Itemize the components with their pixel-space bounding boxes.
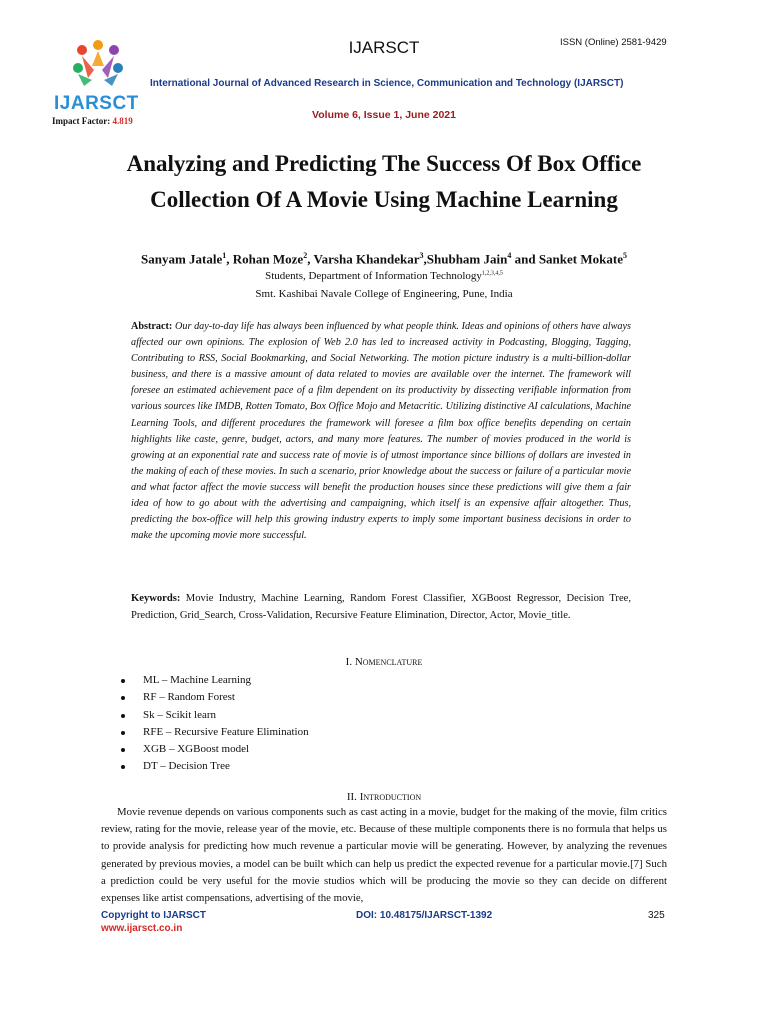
section-heading-nomenclature bbox=[0, 656, 768, 668]
affiliation-department bbox=[0, 270, 768, 282]
abstract bbox=[131, 319, 631, 544]
author-sup: 5 bbox=[622, 251, 627, 260]
abstract-text: Our day-to-day life has always been influenced by what people think. Ideas and opinions of others have always affected our own opinions. The explosion of Web 2.0 has led to increased activity in Podcasting, Blogging, Tagging, Contributing to RSS, Social Bookmarking, and Social Networking. The motion picture industry is a multi-billion-dollar business, and there is a massive amount of data related to movies are available over the internet. The framework will foresee an estimated achievement pace of a film dependent on its productivity by dissecting verifiable information from various sources like IMDB, Rotten Tomato, Box Office Mojo and Metacritic. Utilizing distinctive AI calculations, Machine Learning Tools, and different procedures the framework will foresee a film box office benefits depending on certain highlights like caste, genre, budget, actors, and many more features. The number of movies produced in the world is growing at an exponential rate and success rate of movie is of utmost importance since billions of dollars are invested in the making of each of these movies. In such a scenario, prior knowledge about the success or failure of a particular movie and what factor affect the movie success will benefit the production houses since these predictions will give them a fair idea of how to go about with the advertising and campaigning, which itself is an expensive affair altogether. Thus, predicting the box-office will help this growing industry experts to imply some important business decisions in order to make the upcoming movie more successful. bbox=[131, 321, 632, 542]
logo-text: IJARSCT bbox=[54, 93, 139, 114]
author-list bbox=[0, 251, 768, 267]
section-number: I. bbox=[345, 656, 355, 668]
author-name: Varsha Khandekar bbox=[313, 251, 420, 267]
author-name: Sanyam Jatale bbox=[141, 251, 223, 267]
list-item: Sk – Scikit learn bbox=[118, 707, 309, 724]
list-item: DT – Decision Tree bbox=[118, 758, 309, 775]
author-sup: 4 bbox=[507, 251, 512, 260]
list-item: ML – Machine Learning bbox=[118, 672, 309, 689]
author-name: Rohan Moze bbox=[232, 251, 304, 267]
author-sep: , bbox=[423, 251, 427, 267]
author-name: Sanket Mokate bbox=[538, 251, 623, 267]
author-name: Shubham Jain bbox=[426, 251, 508, 267]
author-sup: 1 bbox=[222, 251, 227, 260]
author-sep: , bbox=[307, 251, 314, 267]
nomenclature-list bbox=[118, 672, 309, 776]
journal-short-name: IJARSCT bbox=[348, 38, 420, 57]
author-sep: and bbox=[511, 251, 539, 267]
author-sup: 2 bbox=[303, 251, 308, 260]
page-number: 325 bbox=[648, 910, 665, 921]
issn: ISSN (Online) 2581-9429 bbox=[560, 37, 667, 48]
footer-website-link[interactable]: www.ijarsct.co.in bbox=[101, 923, 183, 934]
affiliation-college: Smt. Kashibai Navale College of Engineering, Pune, India bbox=[255, 288, 513, 300]
author-sup: 3 bbox=[419, 251, 424, 260]
abstract-label: Abstract: bbox=[131, 321, 173, 332]
affiliation-text: Students, Department of Information Technology bbox=[265, 270, 482, 282]
footer-copyright: Copyright to IJARSCT bbox=[101, 910, 206, 921]
author-sep: , bbox=[226, 251, 233, 267]
footer-doi: DOI: 10.48175/IJARSCT-1392 bbox=[356, 910, 493, 921]
affiliation-sup: 1,2,3,4,5 bbox=[481, 270, 503, 277]
keywords-label: Keywords: bbox=[131, 593, 181, 604]
section-heading-introduction bbox=[0, 791, 768, 803]
keywords bbox=[131, 590, 631, 624]
impact-factor-value: 4.819 bbox=[112, 116, 133, 126]
section-number: II. bbox=[346, 791, 360, 803]
section-title: Introduction bbox=[359, 791, 422, 803]
list-item: RFE – Recursive Feature Elimination bbox=[118, 724, 309, 741]
list-item: XGB – XGBoost model bbox=[118, 741, 309, 758]
journal-full-title: International Journal of Advanced Research in Science, Communication and Technology (IJARSCT) bbox=[150, 78, 624, 89]
section-title: Nomenclature bbox=[354, 656, 423, 668]
volume-issue: Volume 6, Issue 1, June 2021 bbox=[312, 109, 456, 121]
keywords-text: Movie Industry, Machine Learning, Random Forest Classifier, XGBoost Regressor, Decision Tree, Prediction, Grid_Search, Cross-Validation, Recursive Feature Elimination, Director, Actor, Movie_title. bbox=[131, 593, 631, 621]
introduction-text: Movie revenue depends on various components such as cast acting in a movie, budget for the making of the movie, film critics review, rating for the movie, release year of the movie, etc. Because of these multiple components there is no formula that helps us to provide analysis for predicting how much revenue a particular movie will be generating. However, by analyzing the revenues generated by previous movies, a model can be built which can help us predict the expected revenue for a particular movie.[7] Such a prediction could be very useful for the movie studios which will be producing the movie so they can decide on different expenses like artist compensations, advertising of the movie, bbox=[101, 806, 667, 905]
paper-title: Analyzing and Predicting The Success Of Box Office Collection Of A Movie Using Machine Learning bbox=[126, 151, 642, 212]
impact-factor-label: Impact Factor: bbox=[52, 116, 113, 126]
list-item: RF – Random Forest bbox=[118, 689, 309, 706]
